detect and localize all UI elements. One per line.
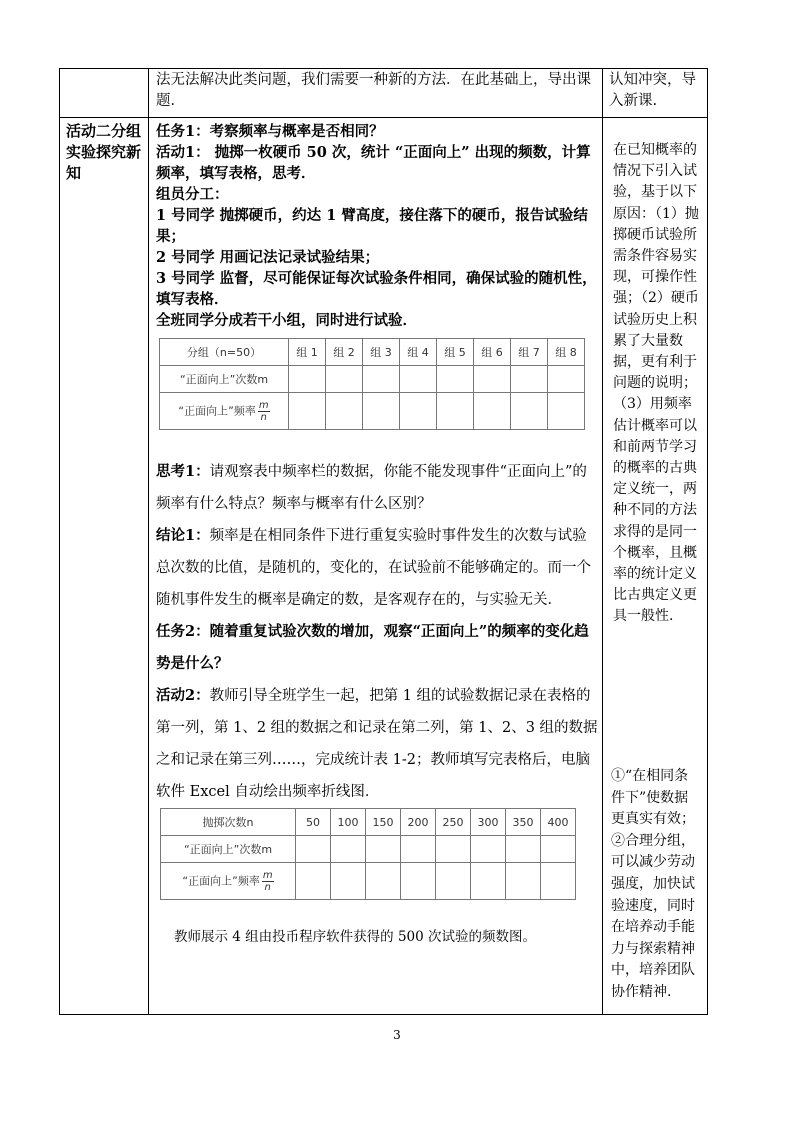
role1-text: 1 号同学 抛掷硬币，约达 1 臂高度，接住落下的硬币，报告试验结果； — [156, 207, 588, 245]
table-header-cell: 300 — [471, 809, 506, 836]
roles-title: 组员分工： — [156, 186, 229, 203]
fraction-m-over-n — [258, 400, 270, 423]
think1-text: 请观察表中频率栏的数据，你能不能发现事件“正面向上”的频率有什么特点？频率与概率有什么区别？ — [156, 464, 587, 512]
row1-right-top — [613, 140, 701, 628]
role2-text: 2 号同学 用画记法记录试验结果； — [156, 249, 380, 266]
frequency-label-text: “正面向上”频率 — [182, 874, 260, 887]
class-note: 全班同学分成若干小组，同时进行试验． — [156, 312, 417, 329]
activity2-paragraph — [156, 680, 598, 808]
cumulative-table — [160, 808, 576, 900]
table-header-cell: 100 — [331, 809, 366, 836]
table-header-cell: 组 4 — [400, 339, 437, 366]
task1-title: 任务1：考察频率与概率是否相同？ — [156, 123, 384, 140]
row1-middle-top — [156, 121, 598, 331]
count-label-cell: “正面向上”次数m — [161, 836, 296, 863]
table-border-left — [59, 68, 60, 1015]
frequency-label-cell — [160, 393, 289, 430]
table-header-cell: 200 — [401, 809, 436, 836]
frequency-label-text: “正面向上”频率 — [178, 404, 256, 417]
table-header-cell: 组 3 — [363, 339, 400, 366]
page-number: 3 — [393, 1028, 401, 1042]
task2-text: 任务2：随着重复试验次数的增加，观察“正面向上”的频率的变化趋势是什么？ — [156, 623, 589, 672]
row1-middle-bottom — [156, 456, 598, 808]
table-header-cell: 150 — [366, 809, 401, 836]
table-border-top — [59, 68, 708, 69]
activity-label-cell — [66, 121, 142, 184]
table-header-cell: 组 7 — [511, 339, 548, 366]
table-header-cell: 分组（n=50） — [160, 339, 289, 366]
conclusion1-text: 频率是在相同条件下进行重复实验时事件发生的次数与试验总次数的比值，是随机的，变化的，在试验前不能够确定的。而一个随机事件发生的概率是确定的数，是客观存在的，与实验无关． — [156, 528, 591, 608]
row0-right-text: 认知冲突，导入新课. — [609, 72, 696, 109]
role3-text: 3 号同学 监督，尽可能保证每次试验条件相同，确保试验的随机性，填写表格． — [156, 270, 597, 308]
design-notes-text: ①“在相同条件下”使数据更真实有效；②合理分组，可以减少劳动强度，加快试验速度，同时在培养动手能力与探索精神中，培养团队协作精神. — [611, 768, 695, 1000]
table-row — [161, 863, 576, 900]
table-header-cell: 组 1 — [289, 339, 326, 366]
fraction-denominator: n — [264, 881, 271, 893]
row0-right-cell — [609, 70, 703, 112]
table-header-cell: 350 — [506, 809, 541, 836]
activity-label: 活动二分组实验探究新知 — [66, 122, 142, 182]
row0-middle-cell — [156, 70, 596, 112]
table-row — [161, 809, 576, 836]
think1-paragraph — [156, 456, 598, 520]
table-header-cell: 50 — [296, 809, 331, 836]
count-label-cell: “正面向上”次数m — [160, 366, 289, 393]
cumulative-record-table — [160, 808, 576, 900]
activity2-text: 教师引导全班学生一起，把第 1 组的试验数据记录在表格的第一列，第 1、2 组的数据之和记录在第二列，第 1、2、3 组的数据之和记录在第三列……，完成统计表 1-2；教师填写完表格后，电脑软件 Excel 自动绘出频率折线图． — [156, 688, 598, 800]
fraction-denominator: n — [260, 411, 267, 423]
row1-right-bottom — [611, 766, 701, 1004]
think1-label: 思考1： — [156, 463, 210, 480]
fraction-numerator: m — [262, 869, 273, 881]
table-border-right — [707, 68, 708, 1015]
conclusion1-label: 结论1： — [156, 527, 210, 544]
table-header-cell: 抛掷次数n — [161, 809, 296, 836]
fraction-m-over-n — [262, 870, 274, 893]
group-record-table — [159, 338, 585, 430]
table-header-cell: 组 8 — [548, 339, 585, 366]
table-row — [161, 836, 576, 863]
row0-middle-text: 法无法解决此类问题，我们需要一种新的方法．在此基础上，导出课题． — [156, 72, 591, 109]
table-header-cell: 组 2 — [326, 339, 363, 366]
table-header-cell: 250 — [436, 809, 471, 836]
table-row — [160, 339, 585, 366]
table-border-col1 — [148, 68, 149, 1015]
table-header-cell: 400 — [541, 809, 576, 836]
table-header-cell: 组 6 — [474, 339, 511, 366]
table-row — [160, 366, 585, 393]
conclusion1-paragraph — [156, 520, 598, 616]
table-border-col2 — [602, 68, 603, 1015]
teacher-show-text: 教师展示 4 组由投币程序软件获得的 500 次试验的频数图。 — [174, 929, 537, 945]
fraction-numerator: m — [258, 399, 269, 411]
table-header-cell: 组 5 — [437, 339, 474, 366]
group-table — [159, 338, 585, 430]
design-rationale-text: 在已知概率的情况下引入试验，基于以下原因：（1）抛掷硬币试验所需条件容易实现，可操作性强；（2）硬币试验历史上积累了大量数据，更有利于问题的说明；（3）用频率估计概率可以和前两节学习的概率的古典定义统一，两种不同的方法求得的是同一个概率，且概率的统计定义比古典定义更具一般性. — [613, 142, 699, 625]
frequency-label-cell — [161, 863, 296, 900]
table-border-bottom — [59, 1014, 708, 1015]
table-border-row-divider — [59, 117, 708, 118]
activity1-text: 活动1： 抛掷一枚硬币 50 次，统计 “正面向上” 出现的频数，计算频率，填写表格，思考． — [156, 144, 591, 182]
table-row — [160, 393, 585, 430]
activity2-label: 活动2： — [156, 687, 210, 704]
